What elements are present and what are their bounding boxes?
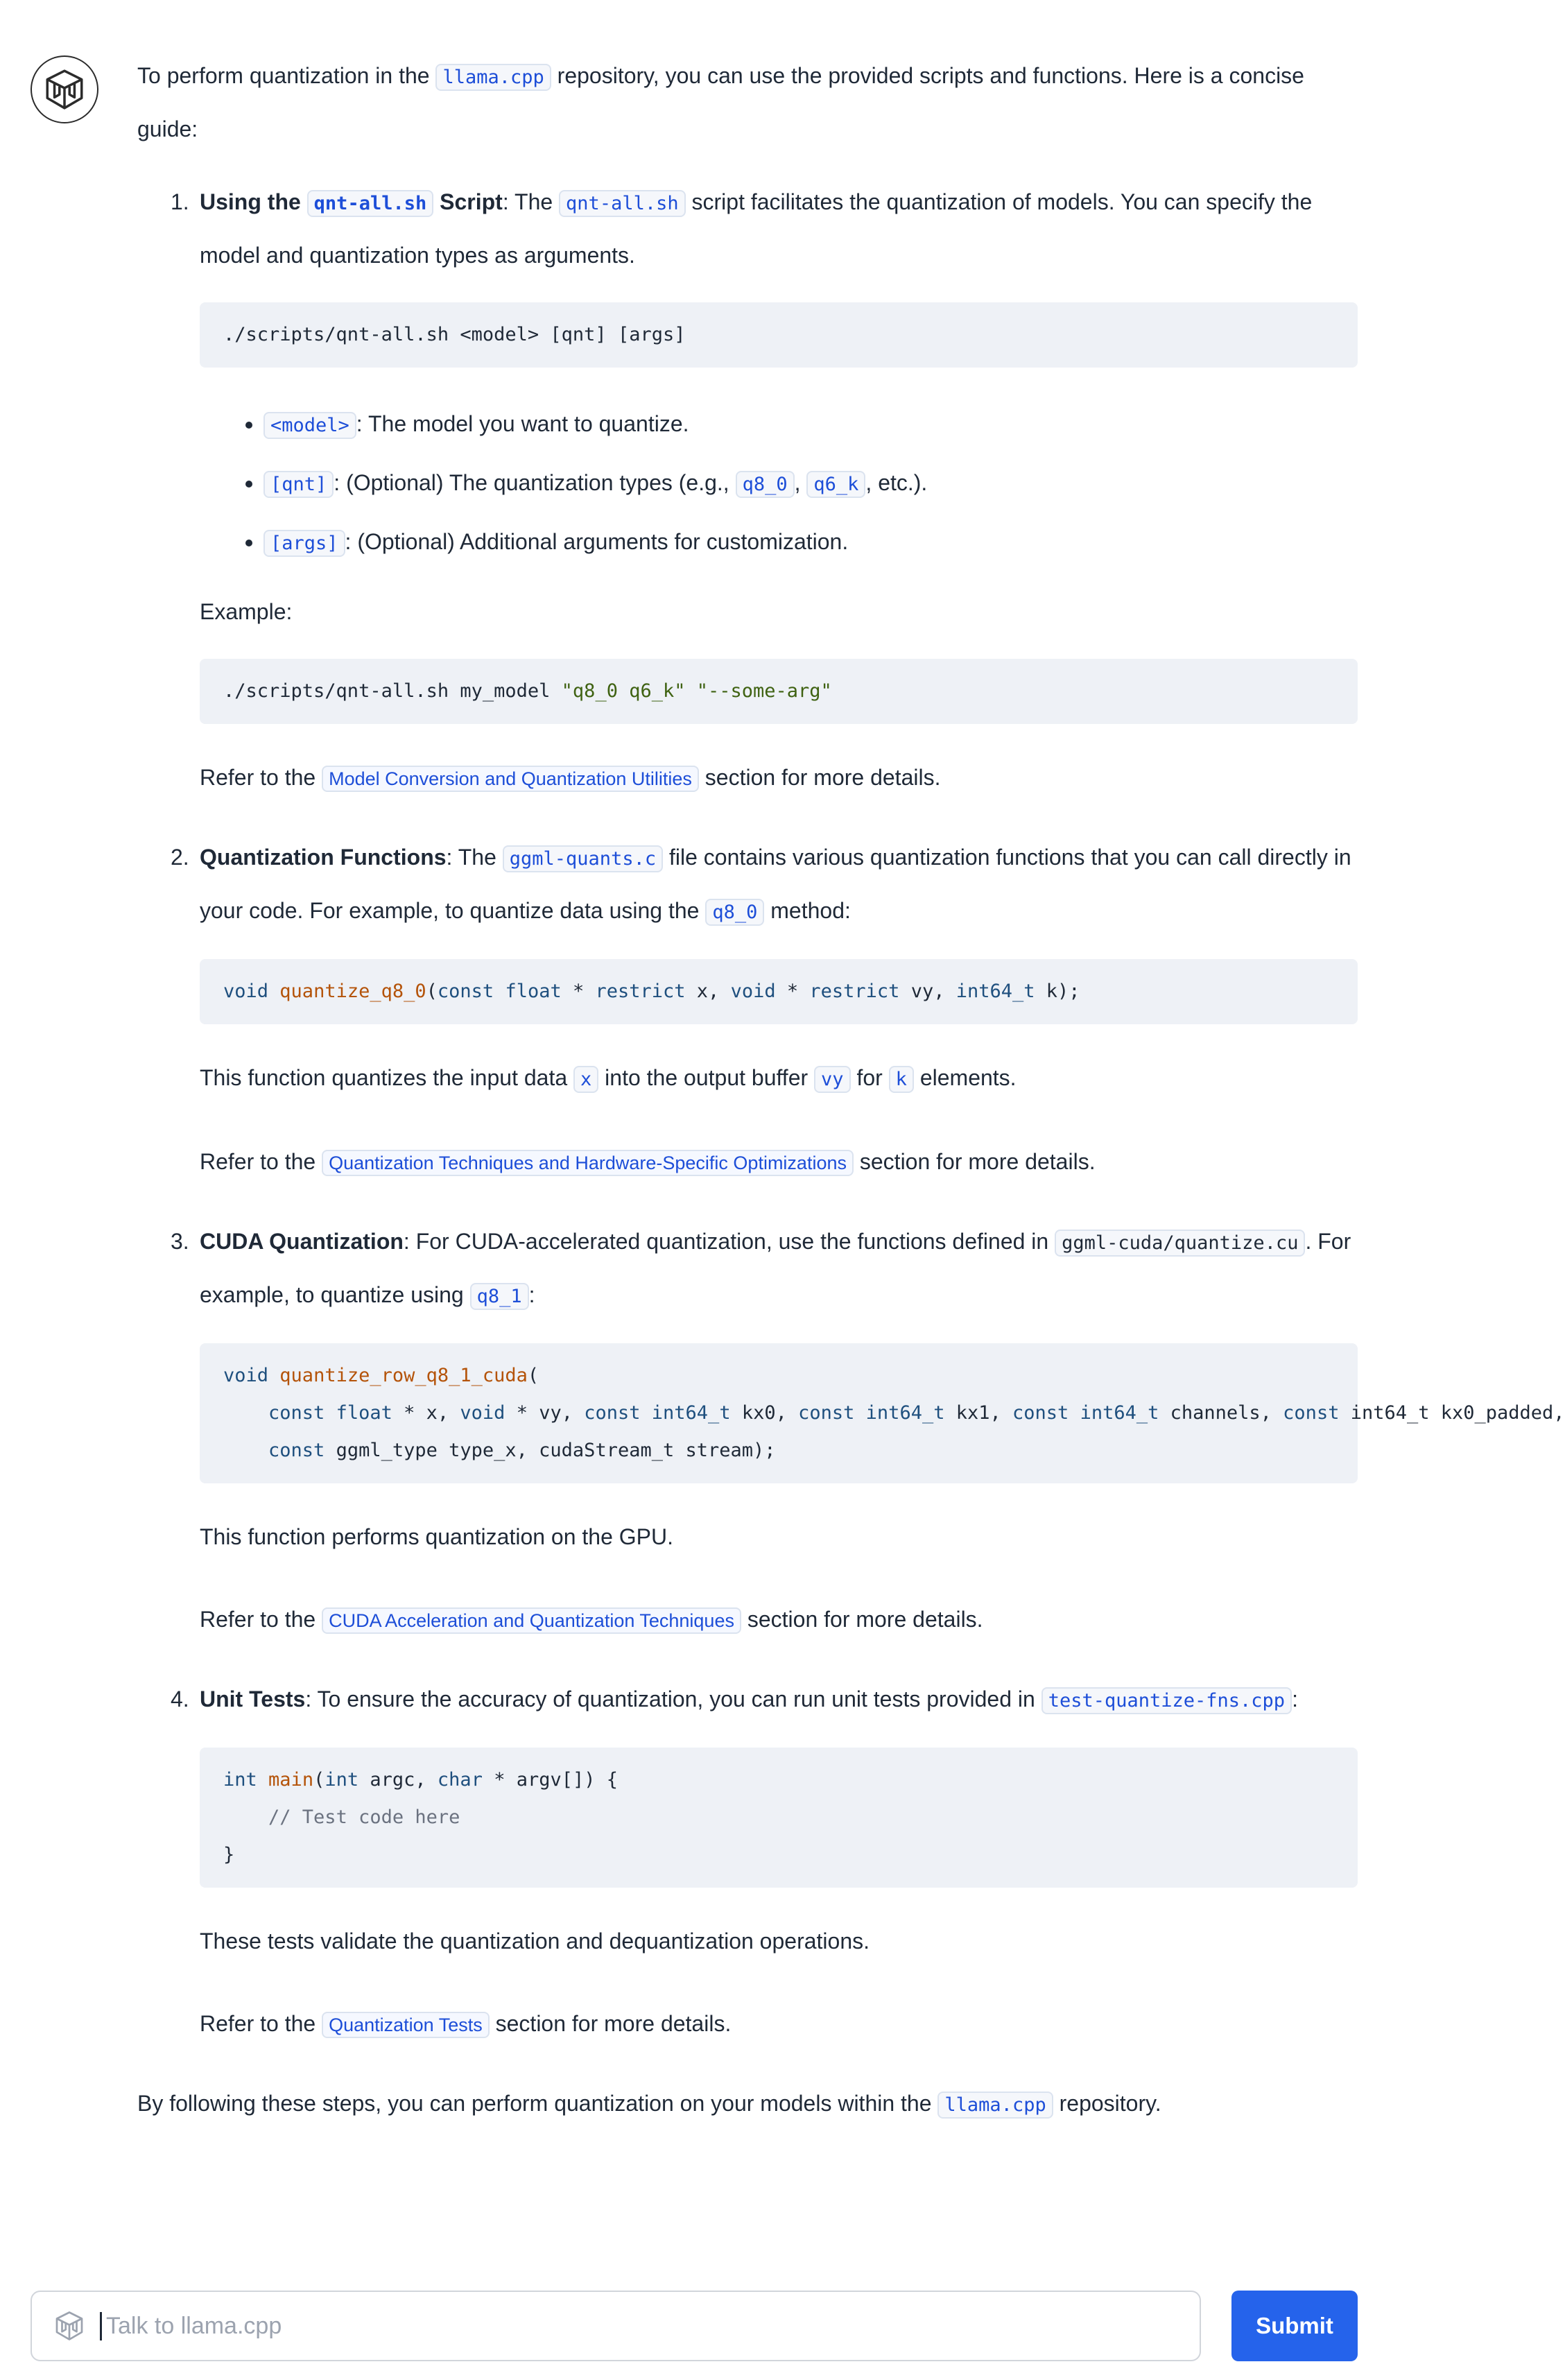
code-line: ./scripts/qnt-all.sh <model> [qnt] [args] bbox=[223, 324, 686, 345]
inline-code: q8_1 bbox=[470, 1283, 529, 1310]
code-block-cuda bbox=[200, 1343, 1565, 1483]
code-text: x, bbox=[685, 981, 731, 1002]
refer-line bbox=[200, 752, 1358, 805]
refer-text-2: section for more details. bbox=[489, 2011, 732, 2036]
step-number: 4. bbox=[171, 1687, 189, 1711]
refer-text-2: section for more details. bbox=[741, 1607, 983, 1632]
code-function: quantize_row_q8_1_cuda bbox=[279, 1365, 528, 1386]
code-keyword: int bbox=[325, 1769, 359, 1791]
code-text: * vy, bbox=[505, 1402, 585, 1424]
code-keyword: float bbox=[336, 1402, 392, 1424]
intro-text: To perform quantization in the bbox=[137, 63, 436, 88]
code-keyword: float bbox=[505, 981, 562, 1002]
refer-line bbox=[200, 1998, 1358, 2051]
refer-text: Refer to the bbox=[200, 2011, 322, 2036]
message-input[interactable] bbox=[100, 2312, 1148, 2340]
step-title: Using the bbox=[200, 189, 307, 214]
code-block-example bbox=[200, 659, 1358, 724]
step-number: 3. bbox=[171, 1229, 189, 1254]
inline-code: qnt-all.sh bbox=[559, 190, 686, 217]
inline-code: x bbox=[573, 1066, 598, 1093]
code-function: main bbox=[268, 1769, 314, 1791]
refer-line bbox=[200, 1594, 1358, 1647]
code-keyword: char bbox=[437, 1769, 483, 1791]
list-item bbox=[263, 395, 1358, 454]
code-text: } bbox=[223, 1844, 235, 1865]
code-text: ( bbox=[527, 1365, 539, 1386]
step-title: CUDA Quantization bbox=[200, 1229, 404, 1254]
inline-code: [args] bbox=[263, 530, 345, 557]
code-keyword: restrict bbox=[595, 981, 686, 1002]
step-text-2: . For example, to quantize using bbox=[200, 1229, 1351, 1307]
step-2 bbox=[137, 831, 1358, 1189]
section-link[interactable]: Model Conversion and Quantization Utilities bbox=[322, 766, 699, 792]
code-text: ( bbox=[313, 1769, 325, 1791]
step-title: Unit Tests bbox=[200, 1687, 306, 1711]
inline-code-llama-cpp: llama.cpp bbox=[435, 64, 551, 91]
step-text: : The bbox=[446, 845, 503, 870]
step-number: 2. bbox=[171, 845, 189, 870]
inline-code: ggml-cuda/quantize.cu bbox=[1055, 1230, 1305, 1257]
explanation-line bbox=[200, 1052, 1358, 1105]
code-text: * x, bbox=[392, 1402, 460, 1424]
example-label: Example: bbox=[200, 599, 293, 624]
explanation-text: elements. bbox=[913, 1065, 1017, 1090]
code-text: kx0, bbox=[730, 1402, 799, 1424]
code-text: * bbox=[775, 981, 810, 1002]
code-keyword: const bbox=[268, 1402, 325, 1424]
inline-code: test-quantize-fns.cpp bbox=[1041, 1687, 1292, 1714]
refer-text-2: section for more details. bbox=[853, 1149, 1096, 1174]
step-text-2: file contains various quantization functions that you can call directly in your code. For example, to quantize data using the bbox=[200, 845, 1351, 923]
code-string: "--some-arg" bbox=[696, 680, 832, 702]
section-link[interactable]: Quantization Tests bbox=[322, 2012, 490, 2038]
inline-code: k bbox=[889, 1066, 914, 1093]
code-comment: // Test code here bbox=[268, 1806, 460, 1828]
code-keyword: int64_t bbox=[865, 1402, 945, 1424]
intro-text-2: repository, you can use the provided scripts and functions. Here is a concise guide: bbox=[137, 63, 1304, 141]
inline-code: vy bbox=[814, 1066, 851, 1093]
code-keyword: int64_t bbox=[1080, 1402, 1159, 1424]
code-keyword: void bbox=[460, 1402, 505, 1424]
explanation-text: into the output buffer bbox=[598, 1065, 815, 1090]
inline-code: ggml-quants.c bbox=[503, 845, 663, 872]
step-1-description bbox=[200, 176, 1358, 282]
code-indent bbox=[223, 1440, 268, 1461]
refer-text-2: section for more details. bbox=[698, 765, 941, 790]
inline-code: [qnt] bbox=[263, 471, 334, 498]
step-1 bbox=[137, 176, 1358, 805]
argument-list bbox=[200, 395, 1358, 572]
code-indent bbox=[223, 1806, 268, 1828]
list-item-text: : The model you want to quantize. bbox=[356, 411, 689, 436]
code-keyword: void bbox=[223, 1365, 269, 1386]
code-block-usage bbox=[200, 302, 1358, 368]
step-title-2: Script bbox=[433, 189, 503, 214]
step-3-description bbox=[200, 1216, 1358, 1322]
code-block-quantize-q8-0 bbox=[200, 959, 1358, 1024]
step-text: : The bbox=[502, 189, 560, 214]
inline-code: q6_k bbox=[806, 471, 865, 498]
closing-paragraph bbox=[137, 2078, 1358, 2131]
step-text: : For CUDA-accelerated quantization, use the functions defined in bbox=[403, 1229, 1055, 1254]
step-text-3: method: bbox=[764, 898, 851, 923]
code-keyword: restrict bbox=[809, 981, 900, 1002]
code-text: ./scripts/qnt-all.sh my_model bbox=[223, 680, 562, 702]
explanation-line: These tests validate the quantization and dequantization operations. bbox=[200, 1929, 870, 1954]
list-item bbox=[263, 513, 1358, 572]
explanation-line: This function performs quantization on the GPU. bbox=[200, 1524, 674, 1549]
code-text: argc, bbox=[358, 1769, 438, 1791]
code-keyword: const bbox=[1012, 1402, 1069, 1424]
step-4-description bbox=[200, 1673, 1358, 1727]
closing-text-2: repository. bbox=[1053, 2091, 1161, 2116]
code-keyword: int64_t bbox=[651, 1402, 731, 1424]
inline-code: q8_0 bbox=[705, 899, 764, 926]
step-2-description bbox=[200, 831, 1358, 938]
list-item-sep: , bbox=[794, 470, 807, 495]
code-keyword: void bbox=[223, 981, 269, 1002]
step-3 bbox=[137, 1216, 1565, 1647]
code-keyword: const bbox=[1283, 1402, 1340, 1424]
step-text: : To ensure the accuracy of quantization, you can run unit tests provided in bbox=[305, 1687, 1041, 1711]
code-function: quantize_q8_0 bbox=[279, 981, 426, 1002]
refer-text: Refer to the bbox=[200, 1149, 322, 1174]
section-link[interactable]: CUDA Acceleration and Quantization Techniques bbox=[322, 1607, 741, 1634]
step-text-3: : bbox=[528, 1282, 535, 1307]
cube-logo-icon bbox=[42, 67, 87, 112]
refer-text: Refer to the bbox=[200, 1607, 322, 1632]
code-text: * argv[]) { bbox=[482, 1769, 619, 1791]
inline-code: q8_0 bbox=[736, 471, 795, 498]
cube-icon bbox=[53, 2309, 86, 2343]
code-text: k); bbox=[1035, 981, 1080, 1002]
code-text: int64_t kx0_padded, bbox=[1339, 1402, 1565, 1424]
intro-paragraph bbox=[137, 50, 1358, 155]
list-item-text: : (Optional) The quantization types (e.g., bbox=[334, 470, 736, 495]
step-text-2: script facilitates the quantization of models. You can specify the model and quantization types as arguments. bbox=[200, 189, 1313, 268]
code-text: kx1, bbox=[944, 1402, 1013, 1424]
code-block-unit-test bbox=[200, 1748, 1358, 1888]
step-number: 1. bbox=[171, 189, 189, 214]
list-item-text: : (Optional) Additional arguments for customization. bbox=[345, 529, 849, 554]
code-text: vy, bbox=[899, 981, 956, 1002]
code-keyword: void bbox=[730, 981, 776, 1002]
code-keyword: const bbox=[437, 981, 494, 1002]
refer-text: Refer to the bbox=[200, 765, 322, 790]
step-4 bbox=[137, 1673, 1358, 2051]
step-text-2: : bbox=[1292, 1687, 1298, 1711]
explanation-text: This function quantizes the input data bbox=[200, 1065, 574, 1090]
list-item bbox=[263, 454, 1358, 513]
code-text: ( bbox=[426, 981, 438, 1002]
list-item-text-2: , etc.). bbox=[865, 470, 928, 495]
code-string: "q8_0 q6_k" bbox=[561, 680, 686, 702]
submit-button[interactable]: Submit bbox=[1231, 2291, 1358, 2361]
code-keyword: const bbox=[584, 1402, 641, 1424]
code-text: * bbox=[561, 981, 596, 1002]
inline-code-llama-cpp: llama.cpp bbox=[937, 2092, 1053, 2119]
code-keyword: const bbox=[798, 1402, 855, 1424]
section-link[interactable]: Quantization Techniques and Hardware-Specific Optimizations bbox=[322, 1150, 854, 1176]
refer-line bbox=[200, 1136, 1358, 1189]
inline-code: <model> bbox=[263, 412, 356, 439]
code-keyword: const bbox=[268, 1440, 325, 1461]
step-title: Quantization Functions bbox=[200, 845, 447, 870]
inline-code: qnt-all.sh bbox=[307, 190, 434, 217]
closing-text: By following these steps, you can perform quantization on your models within the bbox=[137, 2091, 938, 2116]
code-keyword: int64_t bbox=[956, 981, 1035, 1002]
code-text: channels, bbox=[1159, 1402, 1283, 1424]
explanation-text: for bbox=[850, 1065, 889, 1090]
code-text: ggml_type type_x, cudaStream_t stream); bbox=[325, 1440, 776, 1461]
code-indent bbox=[223, 1402, 268, 1424]
chat-composer bbox=[31, 2291, 1201, 2361]
assistant-answer bbox=[137, 50, 1565, 2131]
code-keyword: int bbox=[223, 1769, 257, 1791]
assistant-avatar bbox=[31, 55, 98, 123]
